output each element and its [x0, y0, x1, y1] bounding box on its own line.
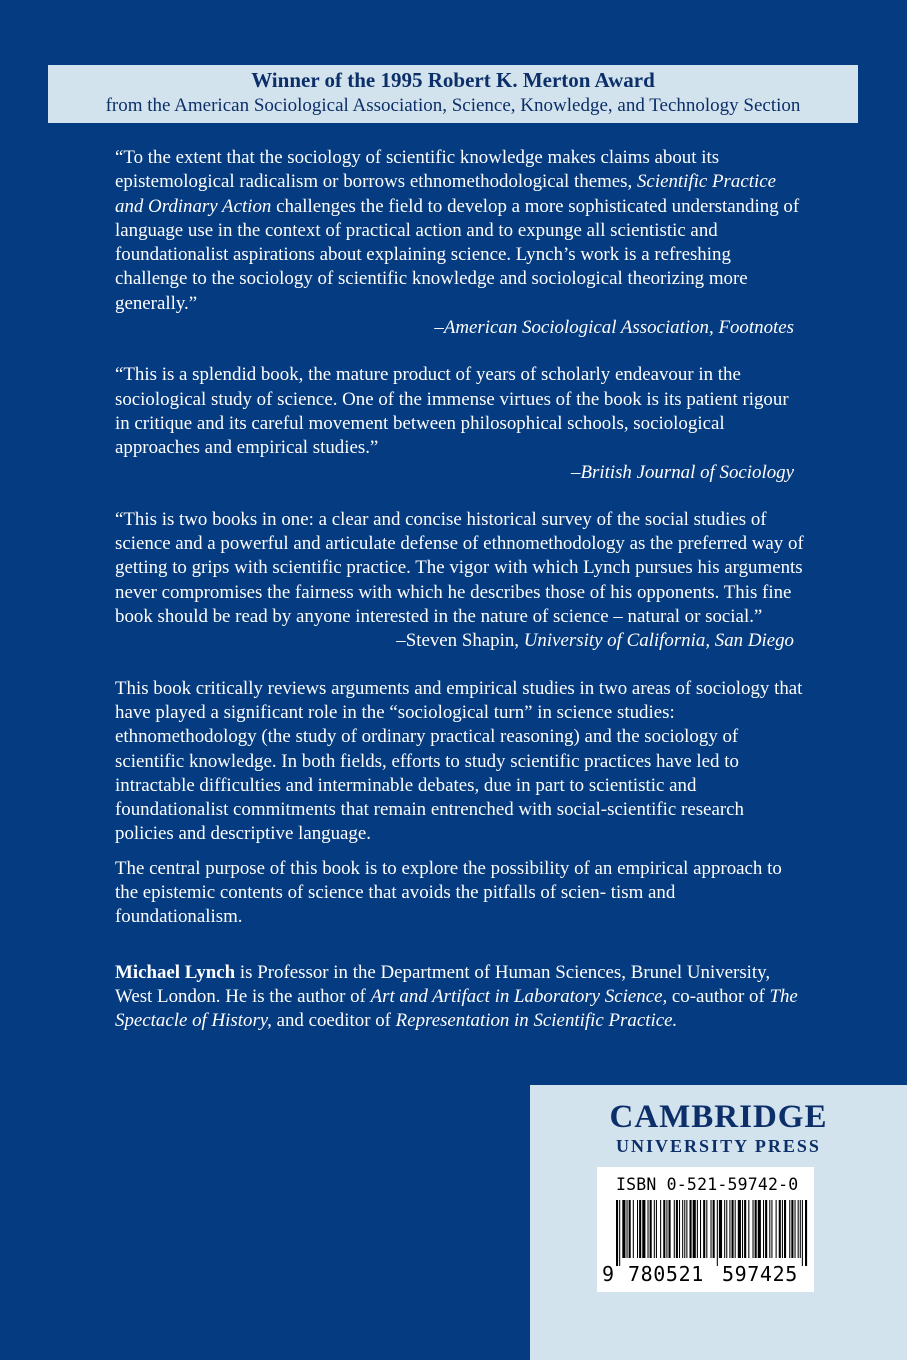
- barcode-bar: [676, 1200, 678, 1258]
- barcode-bar: [779, 1200, 781, 1258]
- barcode-bar: [660, 1200, 661, 1258]
- barcode-bar: [666, 1200, 667, 1258]
- barcode-bar: [619, 1200, 620, 1266]
- barcode-bar: [735, 1200, 736, 1258]
- barcode-bar: [616, 1200, 618, 1266]
- barcode-bar: [789, 1200, 790, 1258]
- barcode-bar: [753, 1200, 754, 1258]
- review-quote-3: “This is two books in one: a clear and concise historical survey of the social studies of science and a powerful and articulate defense of ethnomethodology as the preferred way of getting to grips with scientific practice. The vigor with which Lynch pursues his arguments never compromises the fairness with which he describes those of his opponents. This fine book should be read by anyone interested in the nature of science – natural or social.” –Steven Shapin, University of California, San Diego: [115, 508, 805, 654]
- barcode-bar: [690, 1200, 692, 1258]
- barcode-bar: [791, 1200, 793, 1258]
- barcode-bar: [784, 1200, 786, 1258]
- publisher-logo-sub: UNIVERSITY PRESS: [616, 1136, 821, 1156]
- barcode-bar: [769, 1200, 770, 1258]
- barcode-bar: [744, 1200, 746, 1258]
- barcode-bar: [802, 1200, 803, 1266]
- barcode-bar: [729, 1200, 730, 1258]
- review-attribution-2: –British Journal of Sociology: [571, 461, 794, 483]
- barcode-bar: [703, 1200, 705, 1258]
- barcode-bar: [663, 1200, 665, 1258]
- review-attribution-3: –Steven Shapin, University of California, San Diego: [396, 630, 794, 652]
- barcode-bar: [686, 1200, 687, 1258]
- isbn-text: ISBN 0-521-59742-0: [616, 1175, 799, 1194]
- barcode-bar: [711, 1200, 712, 1258]
- publisher-logo-name: CAMBRIDGE: [609, 1099, 828, 1135]
- barcode-bar: [674, 1200, 675, 1258]
- author-name: Michael Lynch: [115, 961, 236, 983]
- review-quote-2: “This is a splendid book, the mature product of years of scholarly endeavour in the sociological study of science. One of the immense virtues of the book is its patient rigour in critique and its careful movement between philosophical schools, sociological approaches and empirical studies.” –British Journal of Sociology: [115, 363, 805, 484]
- review-quote-1: “To the extent that the sociology of scientific knowledge makes claims about its epistemological radicalism or borrows ethnomethodological themes, Scientific Practice and Ordinary Action challenges the field to develop a more sophisticated understanding of language use in the context of practical action and to expunge all scientistic and foundationalist aspirations about explaining science. Lynch’s work is a refreshing challenge to the sociology of scientific knowledge and sociological theorizing more generally.” –American Sociological Association, Footnotes: [115, 146, 805, 340]
- description-paragraph-2: The central purpose of this book is to explore the possibility of an empirical approach to the epistemic contents of science that avoids the pitfalls of scien- tism and foundationalism.: [115, 857, 782, 928]
- barcode-bar: [697, 1200, 698, 1258]
- barcode-bar: [795, 1200, 796, 1258]
- barcode-bar: [656, 1200, 657, 1258]
- barcode-digits-left: 780521: [628, 1262, 704, 1286]
- book-title-inline: Scientific Practice and Ordinary Action: [115, 171, 776, 217]
- barcode-bar: [637, 1200, 638, 1258]
- barcode-bar: [755, 1200, 757, 1258]
- barcode-bar: [805, 1200, 807, 1266]
- barcode-bar: [622, 1200, 625, 1258]
- award-subtitle: from the American Sociological Association, Science, Knowledge, and Technology Section: [105, 95, 801, 116]
- barcode-bar: [679, 1200, 680, 1258]
- barcode-bar: [684, 1200, 685, 1258]
- publisher-panel: [530, 1085, 907, 1360]
- barcode-bar: [654, 1200, 655, 1258]
- description-paragraph-1: This book critically reviews arguments and empirical studies in two areas of sociology that have played a significant role in the “sociological turn” in science studies: ethnomethodology (the study of ordinary practical reasoning) and the sociology of scientific knowledge. In both fields, efforts to study scientific practices have led to intractable difficulties and interminable debates, due in part to scientistic and foundationalist commitments that remain entrenched with social-scientific research policies and descriptive language.: [115, 677, 803, 845]
- barcode-bar: [642, 1200, 645, 1258]
- barcode-bar: [648, 1200, 649, 1258]
- barcode-bar: [771, 1200, 772, 1258]
- barcode-bar: [693, 1200, 696, 1258]
- barcode-bar: [732, 1200, 734, 1258]
- review-attribution-1: –American Sociological Association, Footnotes: [434, 317, 794, 339]
- award-title: Winner of the 1995 Robert K. Merton Award: [251, 68, 655, 92]
- barcode-bar: [782, 1200, 783, 1258]
- barcode-bar: [627, 1200, 628, 1258]
- barcode-bar: [713, 1200, 715, 1258]
- barcode-bar: [758, 1200, 761, 1258]
- barcode-bar: [742, 1200, 743, 1258]
- author-bio: Michael Lynch is Professor in the Department of Human Sciences, Brunel University, West London. He is the author of Art and Artifact in Laboratory Science, co-author of The Spectacle of History, and coeditor of Representation in Scientific Practice.: [115, 961, 798, 1032]
- barcode-bar: [738, 1200, 741, 1258]
- barcode-bar: [763, 1200, 764, 1258]
- barcode-bar: [706, 1200, 707, 1258]
- barcode-bar: [765, 1200, 767, 1258]
- barcode-digit-first: 9: [602, 1262, 615, 1286]
- barcode-bar: [748, 1200, 749, 1258]
- barcode-bar: [639, 1200, 641, 1258]
- barcode-bar: [682, 1200, 683, 1258]
- barcode-bar: [800, 1200, 801, 1258]
- barcode-bar: [650, 1200, 652, 1258]
- barcode: [616, 1200, 808, 1266]
- barcode-digits-right: 597425: [722, 1262, 798, 1286]
- award-banner: [48, 65, 858, 123]
- barcode-bar: [717, 1200, 718, 1266]
- barcode-bar: [719, 1200, 722, 1258]
- back-cover-text: [115, 146, 805, 1034]
- barcode-bar: [700, 1200, 701, 1258]
- barcode-bar: [798, 1200, 799, 1258]
- barcode-bar: [629, 1200, 631, 1258]
- barcode-bar: [724, 1200, 725, 1258]
- barcode-bar: [669, 1200, 671, 1258]
- barcode-bar: [633, 1200, 634, 1258]
- barcode-bar: [776, 1200, 777, 1258]
- barcode-bar: [726, 1200, 727, 1258]
